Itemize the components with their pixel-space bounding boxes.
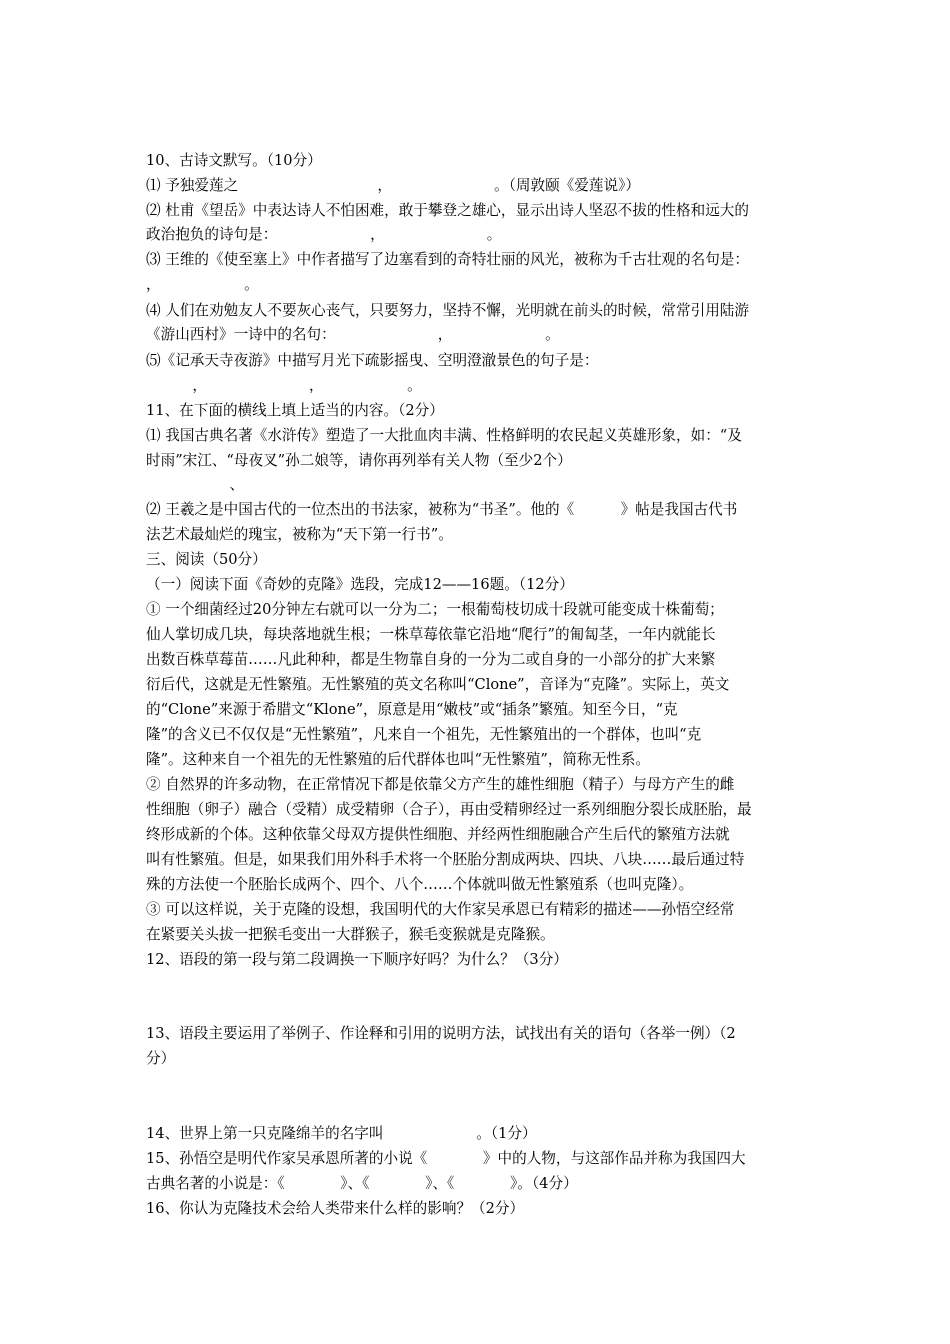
passage-line: 出数百株草莓苗……凡此种种，都是生物靠自身的一分为二或自身的一小部分的扩大来繁 — [146, 651, 716, 668]
q16-text: 16、你认为克隆技术会给人类带来什么样的影响？（2分） — [146, 1200, 525, 1217]
q10-item-2-line-2: 政治抱负的诗句是： ， 。 — [146, 226, 502, 243]
q12-text: 12、语段的第一段与第二段调换一下顺序好吗？为什么？（3分） — [146, 951, 568, 968]
q10-item-4-line-2: 《游山西村》一诗中的名句： ， 。 — [146, 326, 560, 343]
q10-title: 10、古诗文默写。（10分） — [146, 152, 322, 169]
section-3-title: 三、阅读（50分） — [146, 551, 267, 568]
passage-line: 仙人掌切成几块，每块落地就生根；一株草莓依靠它沿地“爬行”的匍匐茎，一年内就能长 — [146, 626, 716, 643]
reading-part-1-title: （一）阅读下面《奇妙的克隆》选段，完成12——16题。（12分） — [146, 576, 574, 593]
q13-line-1: 13、语段主要运用了举例子、作诠释和引用的说明方法，试找出有关的语句（各举一例）（2 — [146, 1025, 736, 1042]
q13-line-2: 分） — [146, 1050, 176, 1067]
passage-line: 叫有性繁殖。但是，如果我们用外科手术将一个胚胎分割成两块、四块、八块……最后通过特 — [146, 851, 745, 868]
q10-item-5-line-1: ⑸《记承天寺夜游》中描写月光下疏影摇曳、空明澄澈景色的句子是： — [146, 352, 599, 369]
q10-item-2-line-1: ⑵ 杜甫《望岳》中表达诗人不怕困难，敢于攀登之雄心，显示出诗人坚忍不拔的性格和远大的 — [146, 202, 749, 219]
passage-line: 殊的方法使一个胚胎长成两个、四个、八个……个体就叫做无性繁殖系（也叫克隆）。 — [146, 876, 694, 893]
q10-item-1: ⑴ 予独爱莲之 ， 。（周敦颐《爱莲说》） — [146, 177, 640, 194]
q11-item-1-line-1: ⑴ 我国古典名著《水浒传》塑造了一大批血肉丰满、性格鲜明的农民起义英雄形象，如：“及 — [146, 427, 742, 444]
passage-line: 隆”。这种来自一个祖先的无性繁殖的后代群体也叫“无性繁殖”，简称无性系。 — [146, 751, 650, 768]
q10-item-5-line-2: ， ， 。 — [146, 377, 422, 394]
passage-line: ② 自然界的许多动物，在正常情况下都是依靠父方产生的雄性细胞（精子）与母方产生的雌 — [146, 776, 735, 793]
q15-line-1: 15、孙悟空是明代作家吴承恩所著的小说《 》中的人物，与这部作品并称为我国四大 — [146, 1150, 746, 1167]
passage-line: 的“Clone”来源于希腊文“Klone”，原意是用“嫩枝”或“插条”繁殖。知至今日，“克 — [146, 701, 678, 718]
q10-item-4-line-1: ⑷ 人们在劝勉友人不要灰心丧气，只要努力，坚持不懈，光明就在前头的时候，常常引用陆游 — [146, 302, 749, 319]
passage-line: ① 一个细菌经过20分钟左右就可以一分为二；一根葡萄枝切成十段就可能变成十株葡萄； — [146, 601, 724, 618]
passage-line: 性细胞（卵子）融合（受精）成受精卵（合子），再由受精卵经过一系列细胞分裂长成胚胎，最 — [146, 801, 752, 818]
q14-text: 14、世界上第一只克隆绵羊的名字叫 。（1分） — [146, 1125, 537, 1142]
passage-line: 隆”的含义已不仅仅是“无性繁殖”，凡来自一个祖先，无性繁殖出的一个群体，也叫“克 — [146, 726, 702, 743]
q10-item-3-line-2: ， 。 — [146, 276, 259, 293]
q11-item-1-line-2: 时雨”宋江、“母夜叉”孙二娘等，请你再列举有关人物（至少2个） — [146, 452, 572, 469]
passage-line: ③ 可以这样说，关于克隆的设想，我国明代的大作家吴承恩已有精彩的描述——孙悟空经常 — [146, 901, 735, 918]
passage-line: 在紧要关头拔一把猴毛变出一大群猴子，猴毛变猴就是克隆猴。 — [146, 926, 555, 943]
q11-item-1-line-3: 、 — [146, 476, 245, 493]
q15-line-2: 古典名著的小说是：《 》、《 》、《 》。（4分） — [146, 1175, 578, 1192]
passage-line: 衍后代，这就是无性繁殖。无性繁殖的英文名称叫“Clone”，音译为“克隆”。实际上，英文 — [146, 676, 730, 693]
q11-title: 11、在下面的横线上填上适当的内容。（2分） — [146, 402, 444, 419]
q11-item-2-line-2: 法艺术最灿烂的瑰宝，被称为“天下第一行书”。 — [146, 526, 453, 543]
q11-item-2-line-1: ⑵ 王羲之是中国古代的一位杰出的书法家，被称为“书圣”。他的《 》帖是我国古代书 — [146, 501, 738, 518]
passage-line: 终形成新的个体。这种依靠父母双方提供性细胞、并经两性细胞融合产生后代的繁殖方法就 — [146, 826, 730, 843]
q10-item-3-line-1: ⑶ 王维的《使至塞上》中作者描写了边塞看到的奇特壮丽的风光，被称为千古壮观的名句是： — [146, 251, 749, 268]
